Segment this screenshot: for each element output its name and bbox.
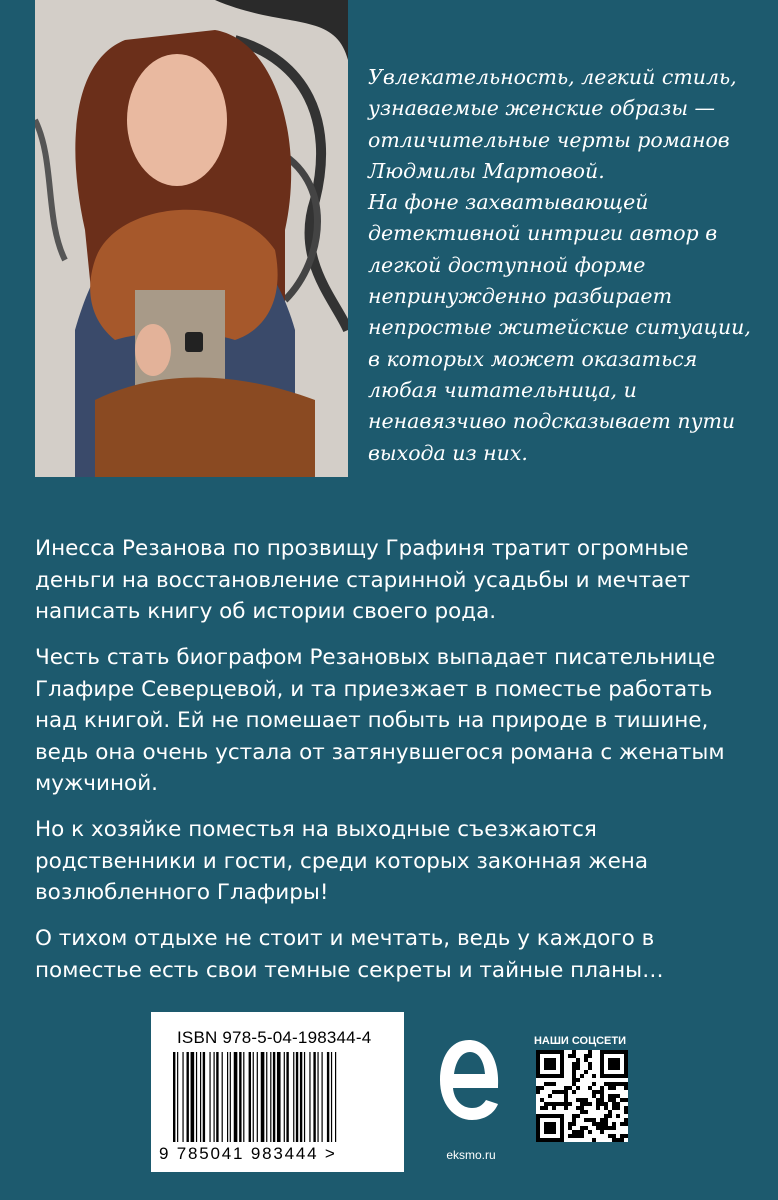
publisher-site[interactable]: eksmo.ru [446, 1148, 496, 1162]
isbn-label: ISBN 978-5-04-198344-4 [177, 1028, 372, 1047]
barcode-digits: 9 785041 983444 > [159, 1144, 337, 1163]
social-label: НАШИ СОЦСЕТИ [533, 1035, 627, 1047]
synopsis-paragraph: Но к хозяйке поместья на выходные съезжаются родственники и гости, среди которых законная жена возлюбленного Глафиры! [35, 817, 649, 905]
barcode-panel [151, 1012, 404, 1172]
eksmo-logo-icon [436, 1034, 502, 1126]
barcode [173, 1052, 385, 1142]
author-blurb [368, 62, 753, 469]
author-photo [35, 0, 348, 477]
synopsis-paragraph: О тихом отдыхе не стоит и мечтать, ведь у каждого в поместье есть свои темные секреты и тайные планы… [35, 926, 664, 983]
book-synopsis [35, 533, 747, 1001]
qr-code[interactable] [536, 1050, 628, 1142]
synopsis-paragraph: Честь стать биографом Резановых выпадает писательнице Глафире Северцевой, и та приезжает в поместье работать над книгой. Ей не помешает побыть на природе в тишине, ведь она очень устала от затянувшегося романа с женатым мужчиной. [35, 645, 725, 796]
blurb-paragraph: На фоне захватывающей детективной интриги автор в легкой доступной форме непринужденно разбирает непростые житейские ситуации, в которых может оказаться любая читательница, и ненавязчиво подсказывает пути выхода из них. [368, 190, 751, 465]
blurb-paragraph: Увлекательность, легкий стиль, узнаваемые женские образы — отличительные черты романов Людмилы Мартовой. [368, 65, 737, 183]
synopsis-paragraph: Инесса Резанова по прозвищу Графиня тратит огромные деньги на восстановление старинной усадьбы и мечтает написать книгу об истории своего рода. [35, 536, 691, 624]
